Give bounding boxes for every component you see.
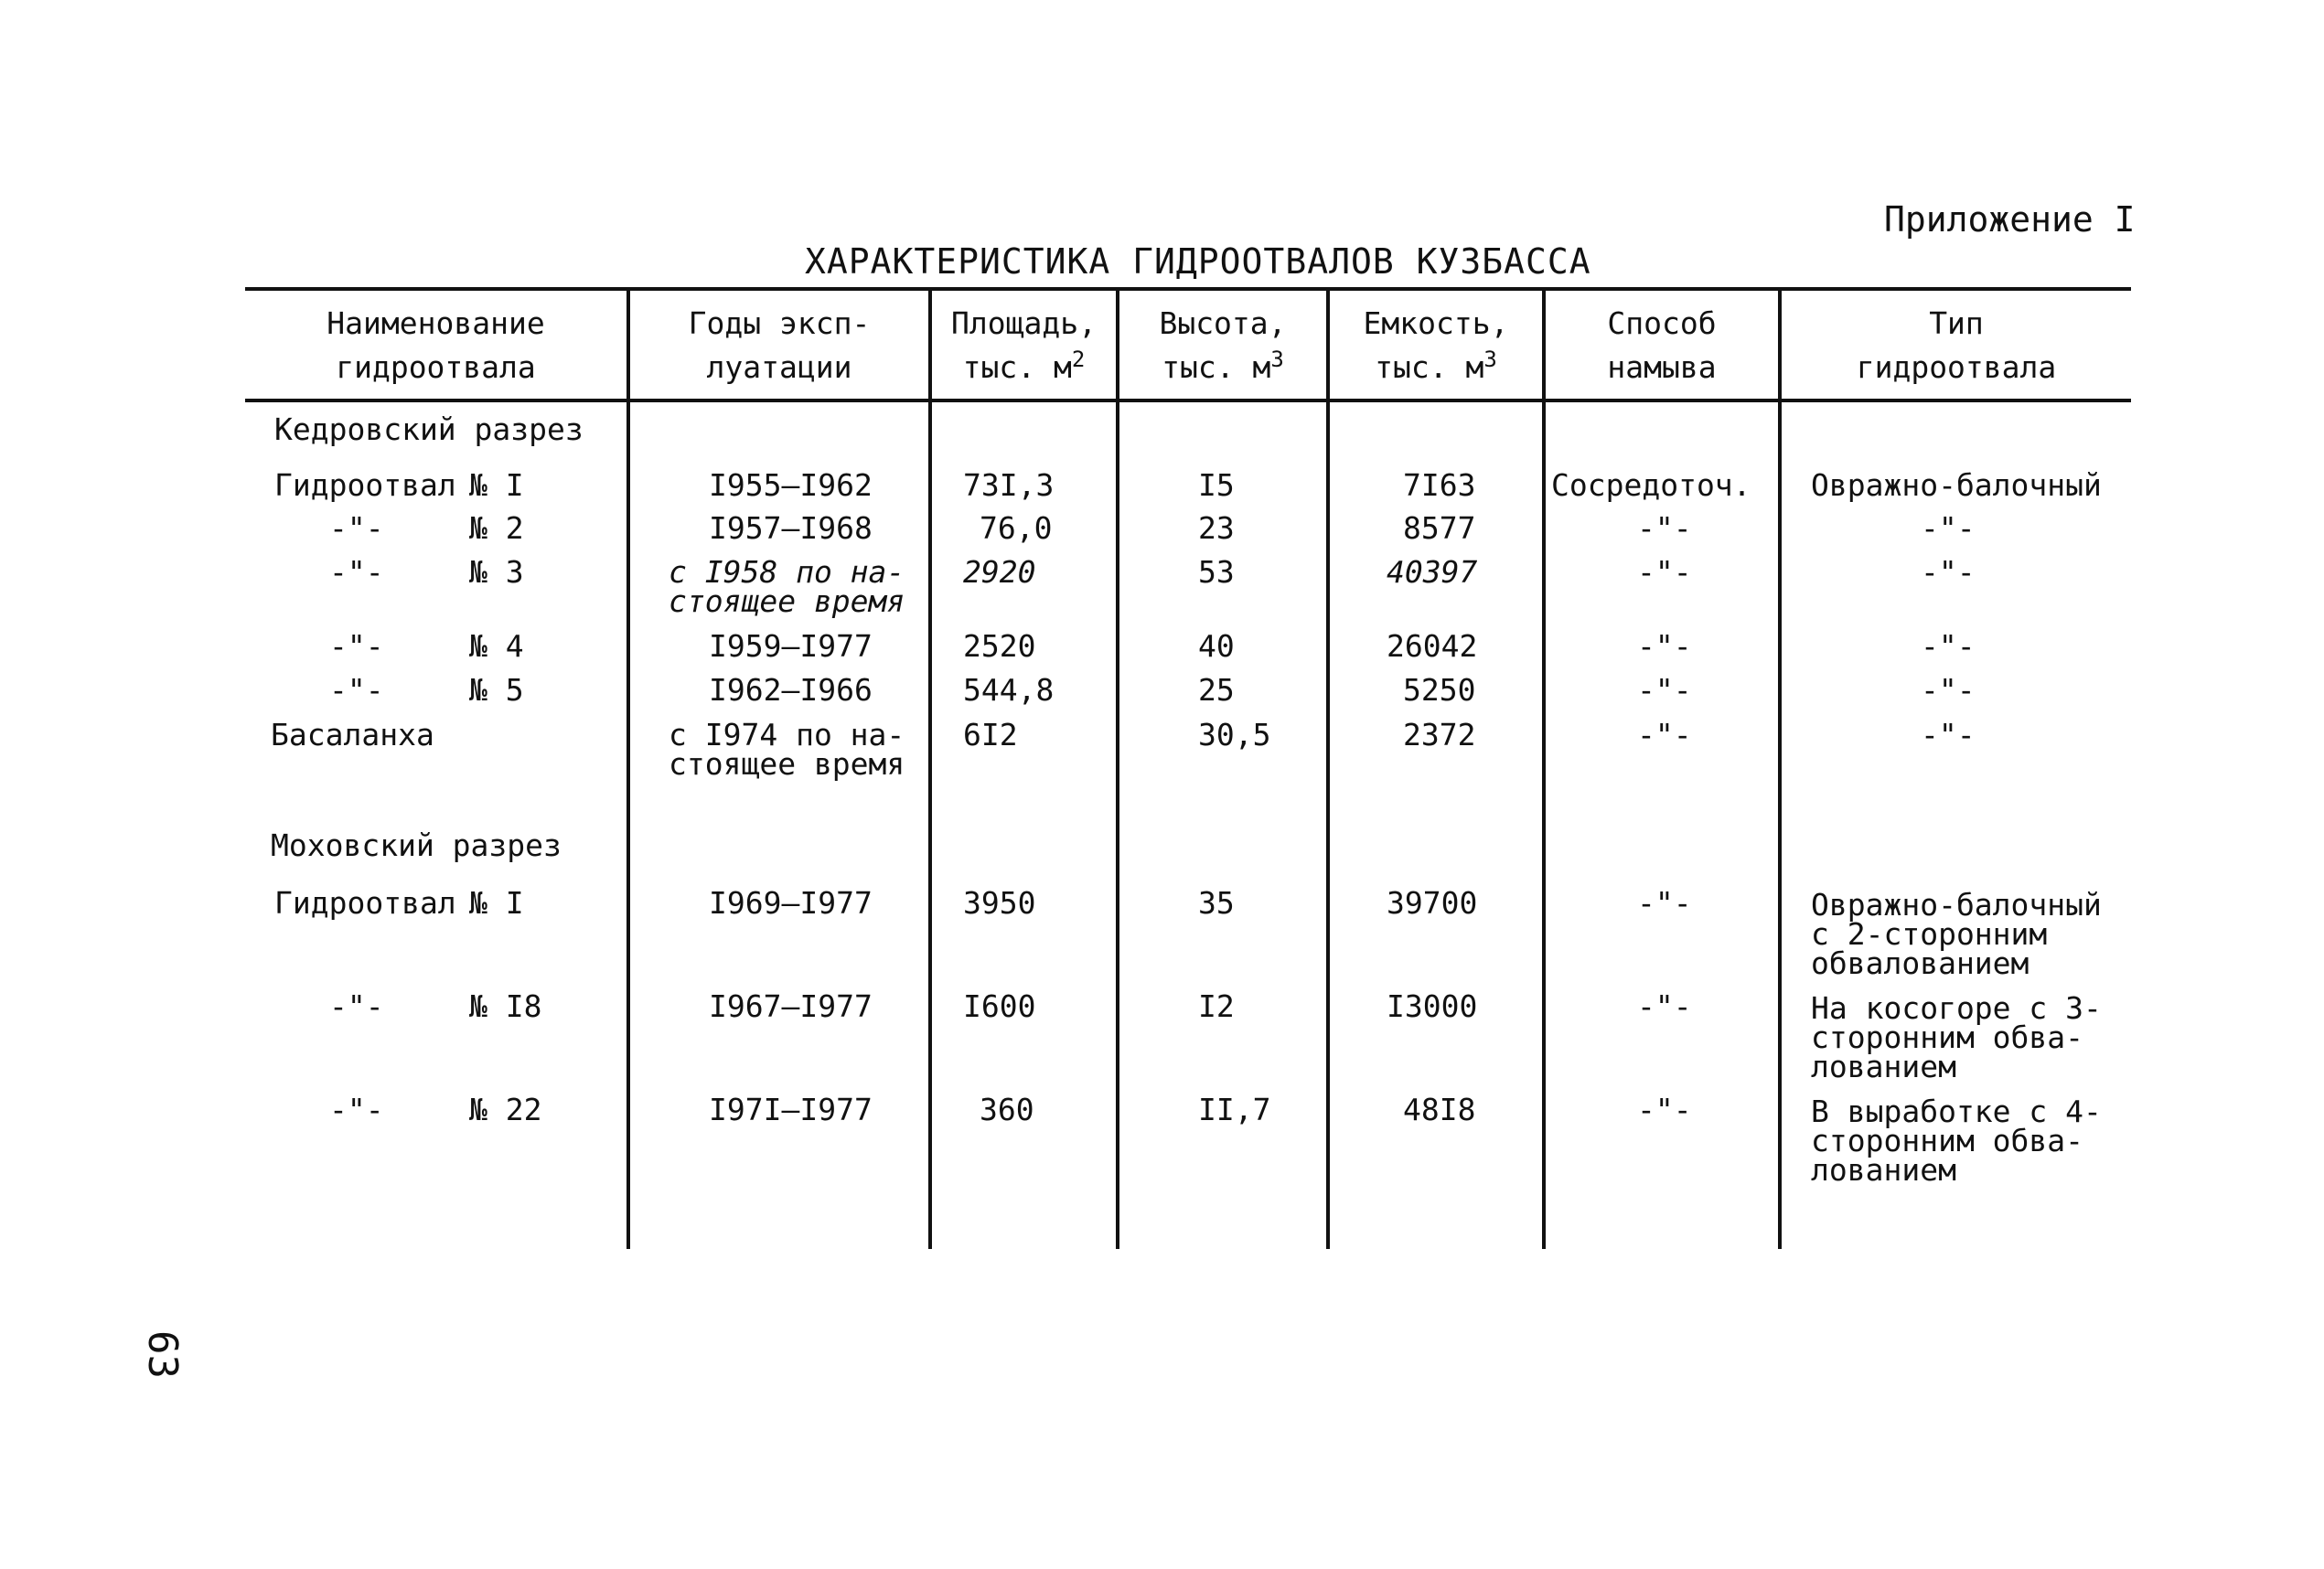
- row-type: -"-: [1921, 628, 1976, 664]
- row-method: Сосредоточ.: [1551, 467, 1751, 503]
- header-capacity: Емкость, тыс. $м^3$: [1363, 305, 1509, 385]
- document-title: ХАРАКТЕРИСТИКА ГИДРООТВАЛОВ КУЗБАССА: [805, 241, 1591, 282]
- row-capacity: 2372: [1403, 717, 1476, 752]
- table-header-rule: [245, 399, 2131, 402]
- header-area-sup: 2: [1071, 347, 1086, 372]
- column-divider: [928, 287, 932, 1249]
- row-area: 2520: [963, 628, 1036, 664]
- row-height: 23: [1198, 510, 1235, 546]
- row-name: -"-: [329, 554, 384, 590]
- row-years: I97I–I977: [709, 1092, 873, 1127]
- row-name: Гидроотвал: [274, 885, 456, 921]
- row-capacity: 48I8: [1403, 1092, 1476, 1127]
- row-years: I969–I977: [709, 885, 873, 921]
- row-type: -"-: [1921, 554, 1976, 590]
- row-type: -"-: [1921, 717, 1976, 752]
- row-method: -"-: [1637, 628, 1692, 664]
- row-name: -"-: [329, 988, 384, 1024]
- row-number: № 4: [469, 628, 524, 664]
- row-name: Гидроотвал: [274, 467, 456, 503]
- row-years: I955–I962: [709, 467, 873, 503]
- row-height: 40: [1198, 628, 1235, 664]
- row-name: -"-: [329, 628, 384, 664]
- row-method: -"-: [1637, 885, 1692, 921]
- row-name: -"-: [329, 510, 384, 546]
- row-method: -"-: [1637, 510, 1692, 546]
- row-type: -"-: [1921, 510, 1976, 546]
- row-type: Овражно-балочный: [1811, 467, 2102, 503]
- row-years: I962–I966: [709, 672, 873, 708]
- row-area: 73I,3: [963, 467, 1055, 503]
- row-type: Овражно-балочный с 2-сторонним обвалованием: [1811, 887, 2102, 981]
- row-area: 2920: [963, 554, 1036, 590]
- row-capacity: 5250: [1403, 672, 1476, 708]
- row-area: 6I2: [963, 717, 1018, 752]
- row-capacity: 39700: [1387, 885, 1478, 921]
- header-years: Годы эксп- луатации: [688, 305, 871, 385]
- row-number: № 3: [469, 554, 524, 590]
- row-method: -"-: [1637, 1092, 1692, 1127]
- header-method: Способ намыва: [1607, 305, 1717, 385]
- row-capacity: 7I63: [1403, 467, 1476, 503]
- row-type: -"-: [1921, 672, 1976, 708]
- section-heading-mokhovsky: Моховский разрез: [271, 827, 562, 863]
- row-method: -"-: [1637, 988, 1692, 1024]
- row-type: В выработке с 4- сторонним обва- лованием: [1811, 1094, 2102, 1188]
- section-heading-kedrovsky: Кедровский разрез: [274, 411, 584, 447]
- row-name: -"-: [329, 672, 384, 708]
- row-capacity: 26042: [1387, 628, 1478, 664]
- row-number: № I: [469, 467, 524, 503]
- row-height: 25: [1198, 672, 1235, 708]
- row-height: 30,5: [1198, 717, 1271, 752]
- row-number: № I: [469, 885, 524, 921]
- table-top-rule: [245, 287, 2131, 291]
- header-area: Площадь, тыс. $м^2$: [951, 305, 1097, 385]
- hydrodumps-table: [245, 287, 2131, 1249]
- column-divider: [1326, 287, 1330, 1249]
- row-height: II,7: [1198, 1092, 1271, 1127]
- row-area: 360: [980, 1092, 1034, 1127]
- row-area: I600: [963, 988, 1036, 1024]
- column-divider: [1778, 287, 1782, 1249]
- row-capacity: 40397: [1387, 554, 1478, 590]
- row-years: I957–I968: [709, 510, 873, 546]
- column-divider: [627, 287, 630, 1249]
- header-height: Высота, тыс. $м^3$: [1159, 305, 1287, 385]
- page-number: 63: [139, 1330, 186, 1379]
- appendix-label: Приложение I: [1884, 199, 2136, 240]
- row-name: -"-: [329, 1092, 384, 1127]
- row-years: с I974 по на- стоящее время: [669, 717, 905, 782]
- row-years: с I958 по на- стоящее время: [669, 554, 905, 619]
- row-capacity: 8577: [1403, 510, 1476, 546]
- row-name: Басаланха: [271, 717, 434, 752]
- row-capacity: I3000: [1387, 988, 1478, 1024]
- row-height: I2: [1198, 988, 1235, 1024]
- row-years: I959–I977: [709, 628, 873, 664]
- header-name: Наименование гидроотвала: [327, 305, 545, 385]
- row-method: -"-: [1637, 554, 1692, 590]
- row-number: № 5: [469, 672, 524, 708]
- row-years: I967–I977: [709, 988, 873, 1024]
- row-method: -"-: [1637, 717, 1692, 752]
- row-type: На косогоре с 3- сторонним обва- лованием: [1811, 990, 2102, 1084]
- row-area: 76,0: [980, 510, 1053, 546]
- row-method: -"-: [1637, 672, 1692, 708]
- row-number: № I8: [469, 988, 542, 1024]
- row-area: 544,8: [963, 672, 1055, 708]
- column-divider: [1542, 287, 1546, 1249]
- row-number: № 22: [469, 1092, 542, 1127]
- column-divider: [1116, 287, 1119, 1249]
- row-height: 35: [1198, 885, 1235, 921]
- header-type: Тип гидроотвала: [1856, 305, 2057, 385]
- row-area: 3950: [963, 885, 1036, 921]
- header-height-sup: 3: [1270, 347, 1284, 372]
- row-number: № 2: [469, 510, 524, 546]
- row-height: I5: [1198, 467, 1235, 503]
- row-height: 53: [1198, 554, 1235, 590]
- header-capacity-sup: 3: [1483, 347, 1497, 372]
